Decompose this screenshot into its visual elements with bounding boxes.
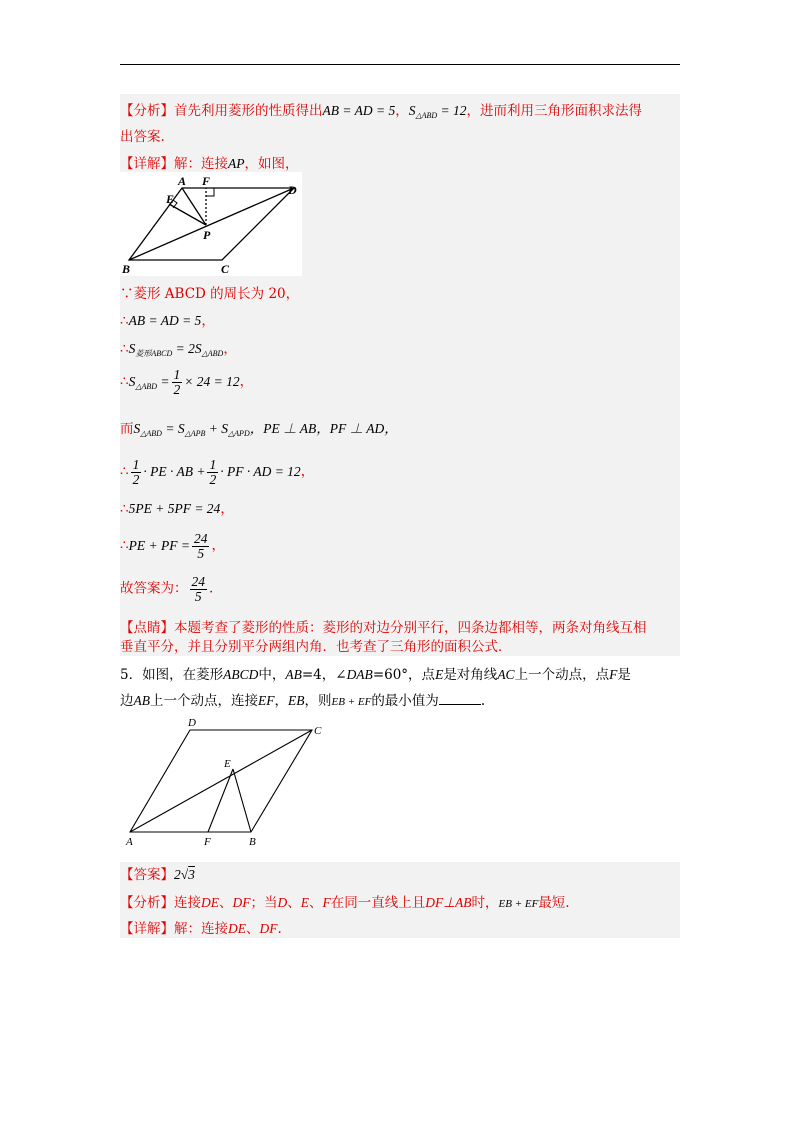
a5-e: E	[300, 895, 309, 910]
step-7-eq: 5PE + 5PF = 24	[128, 501, 221, 516]
d5-de: DE	[228, 921, 246, 936]
detail-tag: 【详解】	[120, 156, 174, 172]
a5-text: ；当	[250, 895, 278, 911]
p5-ab: AB	[133, 693, 150, 708]
p5-ac: AC	[497, 667, 515, 682]
area-value: = 12	[440, 103, 467, 118]
p5-text: ，	[274, 693, 288, 709]
s-symbol: S	[128, 373, 136, 389]
sub-apd: △APD	[228, 429, 250, 438]
answer-pre: 故答案为：	[120, 580, 188, 597]
therefore-symbol: ∴	[120, 313, 129, 329]
figure-rhombus-1	[120, 172, 302, 276]
step-4-eq	[128, 367, 240, 397]
equals: =	[160, 373, 170, 389]
p5-text: 上一个动点，连接	[150, 693, 258, 709]
analysis-text: 首先利用菱形的性质得出	[174, 103, 323, 119]
p5-text: 是	[617, 667, 631, 683]
p5-f: F	[609, 667, 618, 682]
a5-de: DE	[201, 895, 219, 910]
p5-ef: EF	[258, 693, 275, 708]
s-symbol: S	[128, 341, 136, 356]
fraction-answer	[190, 575, 208, 604]
step-5-pre: 而	[120, 421, 134, 437]
step-6	[120, 458, 314, 487]
problem-5-line-1	[120, 666, 631, 684]
answer-fraction-wrap	[188, 574, 210, 604]
a5-text: 时，	[471, 895, 499, 911]
numerator: 24	[193, 531, 208, 546]
plus-s: + S	[208, 421, 229, 436]
step-7-end: ，	[220, 501, 234, 517]
comment-line-2	[120, 638, 512, 656]
sub-abd: △ABD	[201, 349, 224, 358]
numerator: 1	[132, 457, 140, 472]
denominator: 2	[173, 382, 181, 397]
answer-line	[120, 575, 213, 604]
p5-abcd: ABCD	[223, 667, 259, 682]
detail-text: 解：连接	[174, 156, 228, 172]
step-6-eq	[129, 457, 301, 487]
label-f: F	[204, 836, 211, 848]
step-6-mid: · PE · AB +	[143, 463, 206, 479]
a5-text: 、	[309, 895, 323, 911]
step-2-end: ，	[201, 313, 215, 329]
d5-df: DF	[259, 921, 278, 936]
answer-5-value	[174, 867, 195, 882]
answer-coef: 2	[174, 867, 181, 882]
therefore-symbol: ∴	[120, 341, 129, 357]
p5-ab: AB	[285, 667, 302, 682]
comment-text-1: 本题考查了菱形的性质：菱形的对边分别平行，四条边都相等，两条对角线互相	[174, 620, 647, 636]
p5-text: 上一个动点，点	[514, 667, 610, 683]
step-3-mid: = 2S	[175, 341, 202, 356]
p5-eb: EB	[288, 693, 305, 708]
therefore-symbol: ∴	[120, 373, 129, 390]
p5-text: =4，∠	[301, 667, 347, 683]
label-b: B	[122, 262, 131, 276]
analysis-line-2	[120, 128, 165, 146]
label-b: B	[249, 836, 256, 848]
problem-5-line-2	[120, 692, 485, 711]
p5-dab: DAB	[346, 667, 373, 682]
step-1	[120, 285, 299, 303]
a5-text: 、	[219, 895, 233, 911]
step-8	[120, 532, 225, 561]
answer-5-line	[120, 866, 195, 884]
step-5-eq	[134, 421, 398, 436]
a5-eb-ef: EB + EF	[498, 898, 539, 910]
step-8-end: ，	[211, 537, 225, 554]
a5-df: DF	[232, 895, 251, 910]
area-expression	[409, 103, 467, 118]
p5-text: .	[480, 693, 486, 709]
step-4	[120, 368, 253, 397]
step-2-eq: AB = AD = 5	[128, 313, 202, 328]
d5-text: 、	[246, 921, 260, 937]
eq-s: = S	[165, 421, 185, 436]
comment-text-2: 垂直平分，并且分别平分两组内角．也考查了三角形的面积公式．	[120, 639, 512, 655]
denominator: 5	[197, 546, 205, 561]
fraction-24-5	[192, 532, 210, 561]
step-6-rest: · PF · AD = 12	[220, 463, 301, 479]
label-a: A	[178, 174, 187, 188]
d5-text: 解：连接	[174, 921, 228, 937]
fraction-half	[172, 368, 183, 397]
analysis-5-tag: 【分析】	[120, 895, 174, 911]
answer-blank	[439, 692, 481, 705]
segment-ef	[208, 769, 233, 832]
sub-abd: △ABD	[135, 381, 158, 391]
denominator: 2	[209, 472, 217, 487]
a5-df-perp-ab: DF⊥AB	[425, 895, 472, 910]
p5-e: E	[435, 667, 444, 682]
comment-line-1	[120, 619, 647, 637]
label-a: A	[126, 836, 133, 848]
detail-line	[120, 155, 299, 173]
label-d: D	[288, 183, 297, 197]
d5-text: .	[277, 921, 282, 937]
step-8-lhs: PE + PF =	[128, 537, 190, 553]
label-e: E	[224, 758, 231, 770]
detail-text-end: ，如图，	[244, 156, 299, 172]
segment-ap: AP	[228, 156, 245, 171]
detail-5-tag: 【详解】	[120, 921, 174, 937]
a5-text: 最短.	[538, 895, 570, 911]
step-6-end: ，	[300, 463, 315, 480]
answer-radicand: 3	[188, 867, 195, 882]
therefore-symbol: ∴	[120, 463, 129, 480]
p5-text: 5．如图，在菱形	[120, 667, 224, 683]
numerator: 1	[173, 367, 181, 382]
sub-rhombus: 菱形ABCD	[135, 349, 173, 358]
header-rule	[120, 64, 680, 65]
area-symbol: S	[408, 103, 416, 118]
label-f: F	[202, 174, 211, 188]
segment-eb	[233, 769, 251, 832]
label-p: P	[203, 228, 211, 242]
p5-text: 边	[120, 693, 134, 709]
numerator: 24	[191, 574, 205, 589]
fraction-half-2	[207, 458, 218, 487]
analysis-text-b: ，进而利用三角形面积求法得	[466, 103, 643, 119]
step-4-rest: × 24 = 12	[184, 373, 240, 389]
step-5	[120, 420, 398, 443]
step-1-text: ∵菱形 ABCD 的周长为 20，	[120, 286, 300, 302]
p5-text: 是对角线	[443, 667, 498, 683]
step-4-end: ，	[239, 373, 254, 390]
a5-text: 、	[287, 895, 301, 911]
denominator: 2	[132, 472, 140, 487]
p5-text: 中，	[258, 667, 286, 683]
p5-text: =60°，点	[372, 667, 436, 683]
a5-d: D	[277, 895, 288, 910]
analysis-line-1	[120, 102, 642, 125]
step-3	[120, 340, 237, 363]
separator: ，	[395, 103, 409, 119]
step-3-end: ，	[223, 341, 237, 357]
analysis-tag: 【分析】	[120, 103, 174, 119]
a5-text: 在同一直线上且	[330, 895, 426, 911]
sqrt-symbol: √	[180, 867, 189, 882]
diagonal-ac	[130, 730, 312, 832]
sub-apb: △APB	[184, 429, 206, 438]
answer-tag: 【答案】	[120, 867, 174, 883]
answer-end: .	[209, 580, 214, 597]
sub-abd: △ABD	[140, 429, 162, 438]
step-7	[120, 500, 234, 518]
figure-rhombus-2	[120, 712, 335, 852]
a5-f: F	[322, 895, 331, 910]
therefore-symbol: ∴	[120, 501, 129, 517]
p5-text: ，则	[304, 693, 332, 709]
p5-eb-ef: EB + EF	[331, 696, 372, 708]
s-symbol: S	[133, 421, 141, 436]
analysis-text-c: 出答案.	[120, 129, 165, 145]
fraction-half-1	[131, 458, 142, 487]
step-2	[120, 312, 215, 330]
p5-text: 的最小值为	[371, 693, 439, 709]
denominator: 5	[194, 589, 202, 604]
area-subscript: △ABD	[415, 111, 438, 120]
analysis-5-line	[120, 894, 570, 913]
label-c: C	[221, 262, 230, 276]
a5-text: 连接	[174, 895, 201, 911]
label-d: D	[188, 717, 196, 729]
step-5-rest: ，PE ⊥ AB，PF ⊥ AD，	[249, 421, 398, 436]
therefore-symbol: ∴	[120, 537, 129, 554]
step-3-eq	[129, 341, 224, 356]
numerator: 1	[209, 457, 217, 472]
detail-5-line	[120, 920, 282, 938]
label-c: C	[314, 725, 322, 737]
comment-tag: 【点睛】	[120, 620, 174, 636]
step-8-eq	[128, 531, 212, 561]
equation-ab-ad: AB = AD = 5	[322, 103, 396, 118]
label-e: E	[166, 192, 175, 206]
